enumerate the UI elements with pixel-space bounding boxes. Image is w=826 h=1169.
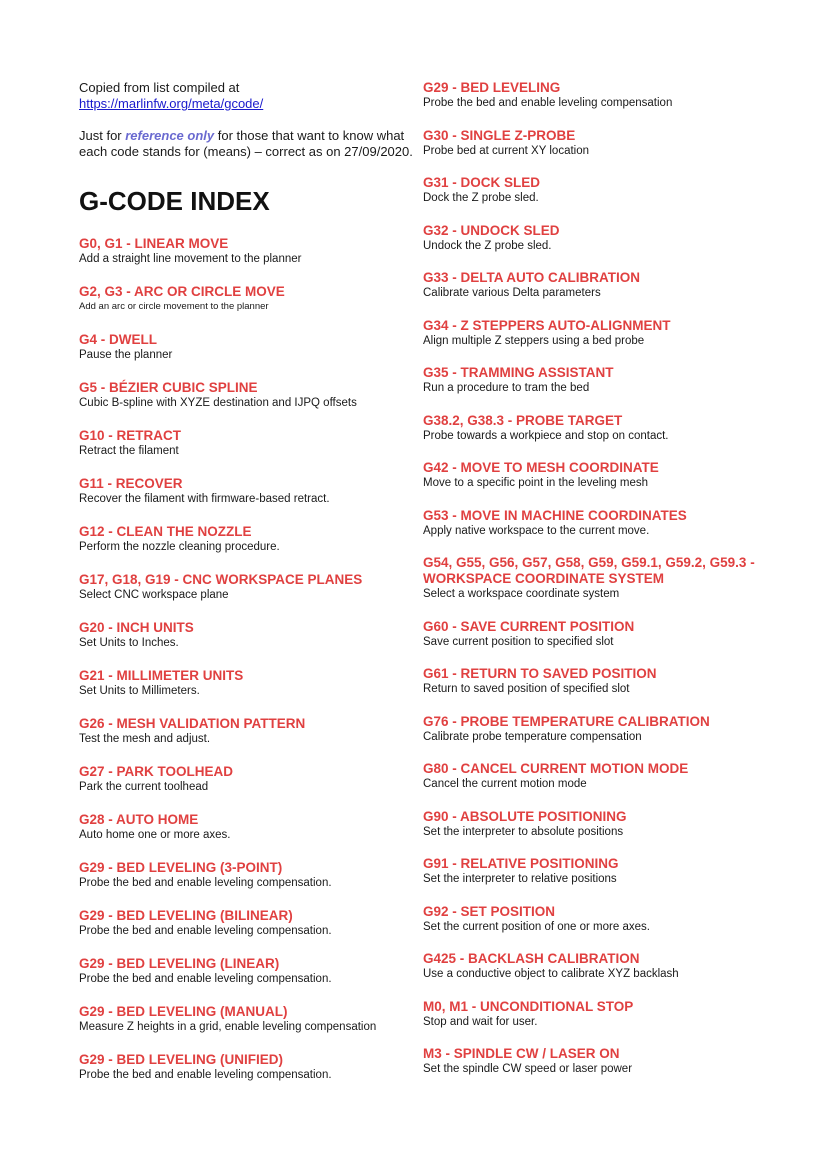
gcode-entry	[423, 761, 763, 792]
gcode-description: Probe the bed and enable leveling compensation.	[79, 925, 332, 937]
gcode-entry	[423, 80, 763, 111]
gcode-entry	[423, 365, 763, 396]
gcode-title: G20 - INCH UNITS	[79, 620, 194, 635]
gcode-description: Stop and wait for user.	[423, 1015, 538, 1028]
source-link[interactable]: https://marlinfw.org/meta/gcode/	[79, 96, 264, 111]
gcode-title: G10 - RETRACT	[79, 428, 182, 443]
gcode-entry	[79, 620, 414, 651]
gcode-description: Calibrate probe temperature compensation	[423, 730, 642, 743]
gcode-title: G35 - TRAMMING ASSISTANT	[423, 365, 614, 380]
gcode-entry	[79, 716, 414, 747]
gcode-entry	[79, 428, 414, 459]
gcode-description: Set the spindle CW speed or laser power	[423, 1063, 633, 1075]
gcode-entry	[423, 128, 763, 159]
gcode-entry	[423, 904, 763, 935]
gcode-entry	[79, 764, 414, 795]
gcode-entry	[79, 284, 414, 314]
gcode-description: Auto home one or more axes.	[79, 829, 231, 841]
gcode-title: G76 - PROBE TEMPERATURE CALIBRATION	[423, 713, 710, 729]
gcode-entry	[423, 270, 763, 301]
gcode-description: Pause the planner	[79, 349, 173, 361]
gcode-entry	[423, 223, 763, 254]
gcode-description: Probe bed at current XY location	[423, 144, 590, 157]
gcode-title: G17, G18, G19 - CNC WORKSPACE PLANES	[79, 572, 363, 587]
gcode-entry	[79, 812, 414, 843]
gcode-entry	[423, 619, 763, 650]
intro-after: for those that want to know what each code stands for (means) – correct as on 27/09/2020.	[79, 128, 413, 159]
gcode-entry	[423, 666, 763, 697]
gcode-title: G29 - BED LEVELING (3-POINT)	[79, 860, 283, 875]
gcode-description: Park the current toolhead	[79, 781, 209, 793]
gcode-description: Save current position to specified slot	[423, 635, 614, 648]
intro-source	[79, 80, 414, 112]
gcode-title: G29 - BED LEVELING	[423, 80, 561, 95]
gcode-entry	[79, 380, 414, 411]
gcode-description: Perform the nozzle cleaning procedure.	[79, 541, 280, 553]
gcode-description: Probe the bed and enable leveling compensation	[423, 97, 673, 109]
gcode-title: G34 - Z STEPPERS AUTO-ALIGNMENT	[423, 317, 671, 333]
left-column	[79, 80, 414, 1100]
gcode-entry	[79, 332, 414, 363]
gcode-entry	[423, 856, 763, 887]
reference-only-emphasis: reference only	[125, 128, 215, 143]
gcode-entry	[79, 1004, 414, 1035]
gcode-title: G29 - BED LEVELING (MANUAL)	[79, 1004, 288, 1019]
gcode-description: Set Units to Inches.	[79, 637, 179, 649]
gcode-entry	[79, 668, 414, 699]
gcode-title: G91 - RELATIVE POSITIONING	[423, 856, 619, 871]
gcode-entry	[79, 524, 414, 555]
gcode-entry	[423, 714, 763, 745]
gcode-description: Dock the Z probe sled.	[423, 192, 539, 204]
gcode-description: Set Units to Millimeters.	[79, 685, 200, 697]
gcode-description: Test the mesh and adjust.	[79, 733, 211, 745]
gcode-description: Calibrate various Delta parameters	[423, 287, 601, 299]
gcode-description: Add an arc or circle movement to the planner	[79, 301, 269, 312]
gcode-title: G4 - DWELL	[79, 332, 157, 347]
gcode-entry	[79, 1052, 414, 1083]
gcode-title: G92 - SET POSITION	[423, 903, 556, 919]
gcode-description: Probe the bed and enable leveling compensation.	[79, 877, 332, 889]
gcode-description: Align multiple Z steppers using a bed probe	[423, 334, 645, 347]
gcode-title: M0, M1 - UNCONDITIONAL STOP	[423, 998, 634, 1014]
gcode-description: Use a conductive object to calibrate XYZ backlash	[423, 968, 679, 980]
gcode-description: Run a procedure to tram the bed	[423, 382, 590, 394]
gcode-entry	[423, 555, 763, 602]
gcode-entry	[423, 999, 763, 1030]
gcode-description: Select a workspace coordinate system	[423, 588, 620, 600]
gcode-title: G60 - SAVE CURRENT POSITION	[423, 618, 635, 634]
gcode-entry	[423, 1046, 763, 1077]
gcode-entry	[423, 508, 763, 539]
gcode-title: G42 - MOVE TO MESH COORDINATE	[423, 460, 659, 475]
gcode-description: Set the interpreter to relative positions	[423, 873, 617, 885]
gcode-title: G5 - BÉZIER CUBIC SPLINE	[79, 380, 258, 395]
gcode-description: Set the interpreter to absolute positions	[423, 825, 624, 838]
gcode-title: G90 - ABSOLUTE POSITIONING	[423, 808, 627, 824]
page-title: G-CODE INDEX	[79, 186, 270, 216]
gcode-title: G29 - BED LEVELING (BILINEAR)	[79, 908, 293, 923]
gcode-title: G29 - BED LEVELING (UNIFIED)	[79, 1052, 284, 1067]
gcode-title: G61 - RETURN TO SAVED POSITION	[423, 666, 657, 681]
gcode-title: G12 - CLEAN THE NOZZLE	[79, 524, 252, 539]
gcode-entry	[423, 175, 763, 206]
gcode-title: G54, G55, G56, G57, G58, G59, G59.1, G59.2, G59.3 - WORKSPACE COORDINATE SYSTEM	[423, 555, 755, 586]
gcode-title: G26 - MESH VALIDATION PATTERN	[79, 716, 306, 731]
gcode-description: Retract the filament	[79, 445, 179, 457]
gcode-title: G425 - BACKLASH CALIBRATION	[423, 951, 640, 966]
gcode-title: G0, G1 - LINEAR MOVE	[79, 236, 229, 251]
gcode-title: G80 - CANCEL CURRENT MOTION MODE	[423, 761, 689, 776]
gcode-title: G33 - DELTA AUTO CALIBRATION	[423, 270, 640, 285]
gcode-title: G27 - PARK TOOLHEAD	[79, 764, 234, 779]
gcode-description: Measure Z heights in a grid, enable leveling compensation	[79, 1021, 377, 1033]
gcode-entry	[79, 860, 414, 891]
gcode-entry	[423, 951, 763, 982]
gcode-entry	[79, 908, 414, 939]
gcode-description: Move to a specific point in the leveling mesh	[423, 477, 649, 489]
gcode-title: G30 - SINGLE Z-PROBE	[423, 127, 576, 143]
gcode-title: G21 - MILLIMETER UNITS	[79, 668, 244, 683]
gcode-title: G38.2, G38.3 - PROBE TARGET	[423, 412, 623, 428]
gcode-description: Recover the filament with firmware-based retract.	[79, 493, 330, 505]
gcode-entry	[79, 236, 414, 267]
intro-before: Just for	[79, 128, 126, 143]
gcode-description: Select CNC workspace plane	[79, 589, 229, 601]
gcode-entry	[79, 572, 414, 603]
gcode-description: Apply native workspace to the current move.	[423, 524, 650, 537]
gcode-title: G28 - AUTO HOME	[79, 812, 199, 827]
gcode-description: Undock the Z probe sled.	[423, 239, 552, 252]
gcode-entry	[423, 318, 763, 349]
gcode-description: Probe towards a workpiece and stop on contact.	[423, 429, 669, 442]
gcode-entry	[79, 476, 414, 507]
gcode-title: G11 - RECOVER	[79, 476, 183, 491]
gcode-entry	[79, 956, 414, 987]
gcode-title: G29 - BED LEVELING (LINEAR)	[79, 956, 280, 971]
gcode-entry	[423, 460, 763, 491]
gcode-description: Probe the bed and enable leveling compensation.	[79, 1069, 332, 1081]
gcode-entry	[423, 413, 763, 444]
gcode-title: G53 - MOVE IN MACHINE COORDINATES	[423, 507, 687, 523]
gcode-title: G2, G3 - ARC OR CIRCLE MOVE	[79, 284, 285, 299]
intro-disclaimer	[79, 128, 414, 160]
gcode-description: Return to saved position of specified slot	[423, 683, 630, 695]
gcode-title: M3 - SPINDLE CW / LASER ON	[423, 1046, 620, 1061]
gcode-title: G32 - UNDOCK SLED	[423, 222, 560, 238]
gcode-description: Probe the bed and enable leveling compensation.	[79, 973, 332, 985]
gcode-description: Set the current position of one or more axes.	[423, 920, 650, 933]
gcode-description: Cubic B-spline with XYZE destination and IJPQ offsets	[79, 397, 357, 409]
gcode-description: Cancel the current motion mode	[423, 778, 587, 790]
right-column	[423, 80, 763, 1094]
gcode-entry	[423, 809, 763, 840]
gcode-title: G31 - DOCK SLED	[423, 175, 541, 190]
intro-line: Copied from list compiled at	[79, 80, 240, 95]
gcode-description: Add a straight line movement to the planner	[79, 253, 302, 265]
